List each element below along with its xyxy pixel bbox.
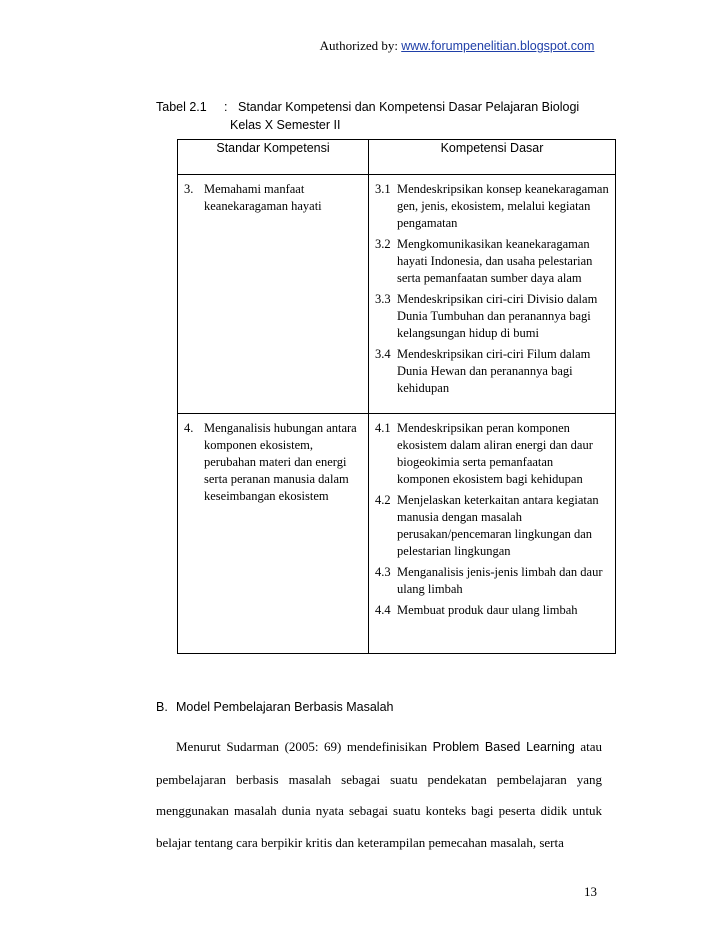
page-header <box>0 38 728 54</box>
list-item <box>375 420 609 488</box>
paragraph-after: atau pembelajaran berbasis masalah sebagai suatu pendekatan pembelajaran yang menggunakan masalah dunia nyata sebagai suatu konteks bagi peserta didik untuk belajar tentang cara berpikir kritis dan keterampilan pemecahan masalah, serta <box>156 739 602 850</box>
section-letter: B. <box>156 700 168 714</box>
kd-number: 4.4 <box>375 603 391 617</box>
list-item <box>375 236 609 287</box>
table-row <box>178 175 616 414</box>
caption-line-2: Kelas X Semester II <box>230 118 341 132</box>
kd-text: Membuat produk daur ulang limbah <box>397 603 578 617</box>
paragraph-before: Menurut Sudarman (2005: 69) mendefinisikan <box>176 739 433 754</box>
sk-cell <box>178 414 369 654</box>
kd-cell <box>369 175 616 414</box>
section-title: Model Pembelajaran Berbasis Masalah <box>176 700 394 714</box>
kd-number: 4.2 <box>375 493 391 507</box>
sk-number: 3. <box>184 182 194 196</box>
kd-text: Mendeskripsikan ciri-ciri Filum dalam Dunia Hewan dan peranannya bagi kehidupan <box>397 347 591 395</box>
list-item <box>375 564 609 598</box>
sk-number: 4. <box>184 421 194 435</box>
kd-text: Mendeskripsikan konsep keanekaragaman gen, jenis, ekosistem, melalui kegiatan pengamatan <box>397 182 609 230</box>
caption-separator: : <box>224 100 228 114</box>
section-heading <box>156 700 393 714</box>
kd-text: Mengkomunikasikan keanekaragaman hayati Indonesia, dan usaha pelestarian serta pemanfaatan sumber daya alam <box>397 237 593 285</box>
header-kompetensi-dasar: Kompetensi Dasar <box>369 140 616 175</box>
list-item <box>375 291 609 342</box>
list-item <box>375 492 609 560</box>
sk-text: Memahami manfaat keanekaragaman hayati <box>204 182 322 213</box>
kd-text: Mendeskripsikan ciri-ciri Divisio dalam Dunia Tumbuhan dan peranannya bagi kelangsungan hidup di bumi <box>397 292 598 340</box>
kd-number: 4.3 <box>375 565 391 579</box>
body-paragraph <box>156 731 602 858</box>
kd-number: 4.1 <box>375 421 391 435</box>
kd-number: 3.1 <box>375 182 391 196</box>
table-label: Tabel 2.1 <box>156 100 207 114</box>
page-number: 13 <box>584 884 597 899</box>
competency-table <box>177 139 616 654</box>
kd-cell <box>369 414 616 654</box>
kd-text: Menganalisis jenis-jenis limbah dan daur ulang limbah <box>397 565 603 596</box>
table-row <box>178 414 616 654</box>
kd-text: Mendeskripsikan peran komponen ekosistem dalam aliran energi dan daur biogeokimia serta pemanfaatan komponen ekosistem bagi kehidupan <box>397 421 593 486</box>
source-link[interactable]: www.forumpenelitian.blogspot.com <box>401 39 595 53</box>
list-item <box>375 346 609 397</box>
authorized-by-label: Authorized by: <box>319 38 398 53</box>
sk-text: Menganalisis hubungan antara komponen ekosistem, perubahan materi dan energi serta peranan manusia dalam keseimbangan ekosistem <box>204 421 357 503</box>
table-caption <box>156 98 656 134</box>
kd-number: 3.4 <box>375 347 391 361</box>
kd-number: 3.2 <box>375 237 391 251</box>
kd-text: Menjelaskan keterkaitan antara kegiatan manusia dengan masalah perusakan/pencemaran lingkungan dan pelestarian lingkungan <box>397 493 599 558</box>
sk-cell <box>178 175 369 414</box>
kd-number: 3.3 <box>375 292 391 306</box>
table-header-row <box>178 140 616 175</box>
caption-line-1: Standar Kompetensi dan Kompetensi Dasar Pelajaran Biologi <box>238 100 580 114</box>
list-item <box>375 602 609 619</box>
header-standar-kompetensi: Standar Kompetensi <box>178 140 369 175</box>
paragraph-term: Problem Based Learning <box>432 740 575 754</box>
list-item <box>375 181 609 232</box>
